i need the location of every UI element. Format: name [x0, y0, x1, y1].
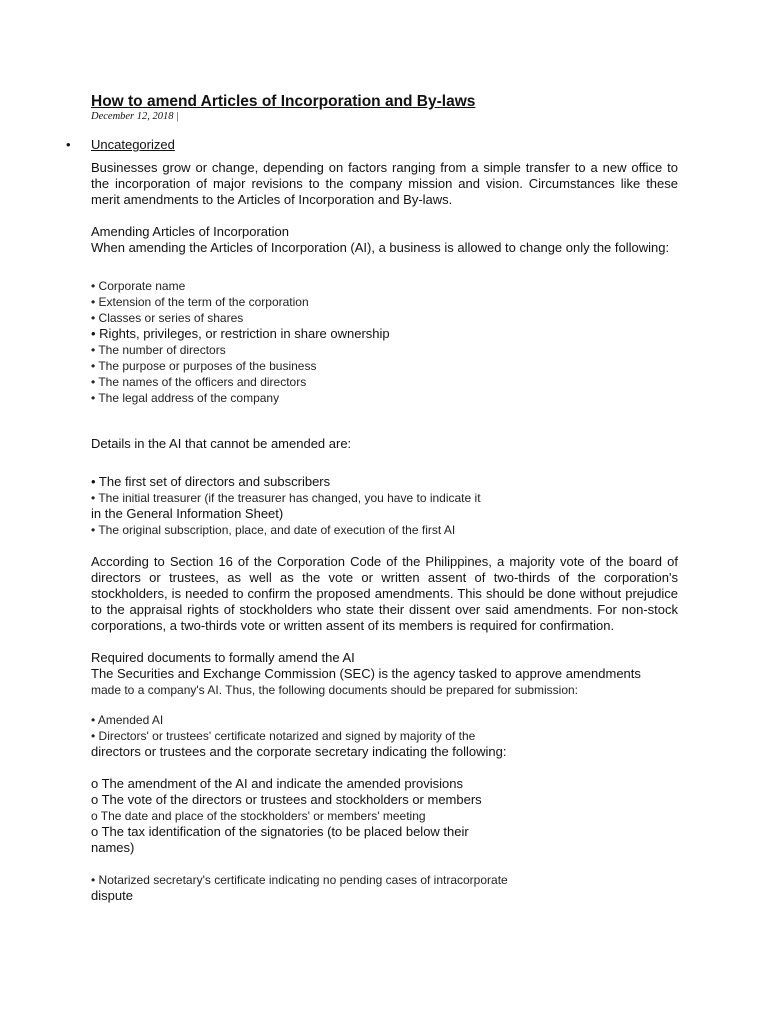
list-item: • The legal address of the company [91, 391, 280, 405]
documents-list [91, 712, 678, 760]
list-item: • Notarized secretary's certificate indicating no pending cases of intracorporate [91, 873, 508, 887]
list-item: • The initial treasurer (if the treasurer has changed, you have to indicate it [91, 491, 481, 505]
section-text-sec: The Securities and Exchange Commission (SEC) is the agency tasked to approve amendments [91, 666, 641, 681]
category-item [66, 137, 175, 153]
article-title: How to amend Articles of Incorporation and By-laws [91, 93, 476, 110]
category-link[interactable]: Uncategorized [91, 137, 175, 152]
amendable-list [91, 278, 678, 406]
list-item: o The vote of the directors or trustees and stockholders or members [91, 792, 482, 807]
list-item: • The purpose or purposes of the business [91, 359, 317, 373]
list-item: • The original subscription, place, and date of execution of the first AI [91, 523, 456, 537]
section-heading-required-docs: Required documents to formally amend the AI [91, 650, 355, 665]
article-body [91, 160, 678, 904]
section-text-submission: made to a company's AI. Thus, the following documents should be prepared for submission: [91, 683, 579, 697]
list-item: o The tax identification of the signatories (to be placed below their [91, 824, 469, 839]
section16-paragraph: According to Section 16 of the Corporation Code of the Philippines, a majority vote of the board of directors or trustees, as well as the vote or written assent of two-thirds of the corporation's stockholders, is needed to confirm the proposed amendments. This should be done without prejudice to the appraisal rights of stockholders who state their dissent over said amendments. For non-stock corporations, a two-thirds vote or written assent of its members is required for confirmation. [91, 554, 678, 633]
list-item: • The number of directors [91, 343, 226, 357]
list-item: • Corporate name [91, 279, 186, 293]
intro-paragraph: Businesses grow or change, depending on factors ranging from a simple transfer to a new office to the incorporation of major revisions to the company mission and vision. Circumstances like these merit amendments to the Articles of Incorporation and By-laws. [91, 160, 678, 207]
article-date: December 12, 2018 | [91, 111, 180, 122]
list-item: • Extension of the term of the corporation [91, 295, 309, 309]
category-list [66, 137, 175, 153]
list-item: • Classes or series of shares [91, 311, 244, 325]
section-heading-cannot-amend: Details in the AI that cannot be amended are: [91, 436, 352, 451]
list-item: in the General Information Sheet) [91, 506, 284, 521]
list-item: • The names of the officers and directors [91, 375, 307, 389]
non-amendable-list [91, 474, 678, 538]
list-item: directors or trustees and the corporate secretary indicating the following: [91, 744, 507, 759]
list-item: names) [91, 840, 135, 855]
secretary-certificate [91, 872, 678, 904]
section-text-amending: When amending the Articles of Incorporation (AI), a business is allowed to change only the following: [91, 240, 670, 255]
list-item: o The amendment of the AI and indicate the amended provisions [91, 776, 463, 791]
list-item: dispute [91, 888, 133, 903]
bullet-icon: • [66, 137, 71, 152]
list-item: • Directors' or trustees' certificate notarized and signed by majority of the [91, 729, 476, 743]
list-item: o The date and place of the stockholders' or members' meeting [91, 809, 426, 823]
section-heading-amending: Amending Articles of Incorporation [91, 224, 289, 239]
certificate-items-list [91, 776, 678, 856]
list-item: • Rights, privileges, or restriction in share ownership [91, 326, 390, 341]
list-item: • Amended AI [91, 713, 164, 727]
list-item: • The first set of directors and subscribers [91, 474, 331, 489]
